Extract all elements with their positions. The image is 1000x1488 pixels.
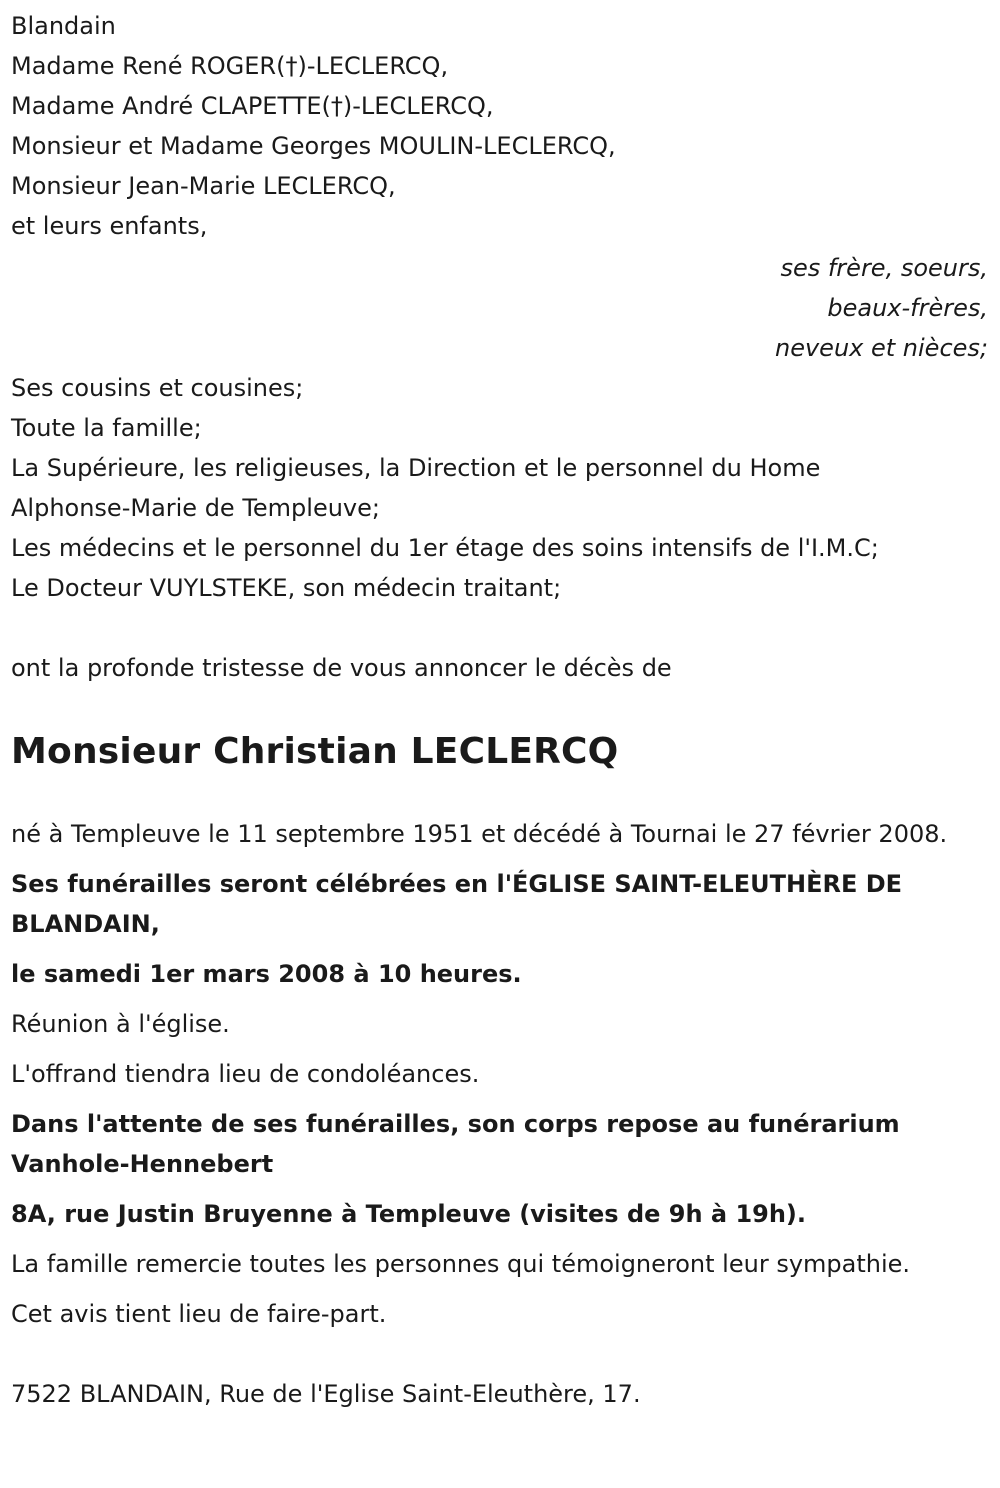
relation-line: neveux et nièces;	[775, 334, 988, 362]
others-list	[11, 368, 990, 608]
notice-text: Cet avis tient lieu de faire-part.	[11, 1300, 387, 1328]
funerarium-address-text: 8A, rue Justin Bruyenne à Templeuve (visites de 9h à 19h).	[11, 1200, 807, 1228]
family-list	[11, 46, 990, 246]
funeral-place-text: Ses funérailles seront célébrées en l'ÉGLISE SAINT-ELEUTHÈRE DE BLANDAIN,	[11, 870, 903, 938]
family-member: Madame René ROGER(†)-LECLERCQ,	[11, 52, 449, 80]
family-member: Madame André CLAPETTE(†)-LECLERCQ,	[11, 92, 494, 120]
other-mourner: Le Docteur VUYLSTEKE, son médecin traitant;	[11, 574, 562, 602]
other-mourner: La Supérieure, les religieuses, la Direction et le personnel du Home	[11, 454, 821, 482]
relation-line: beaux-frères,	[827, 294, 988, 322]
relation-line: ses frère, soeurs,	[780, 254, 988, 282]
other-mourner: Toute la famille;	[11, 414, 202, 442]
deceased-name: Monsieur Christian LECLERCQ	[11, 731, 619, 772]
relations-block	[11, 248, 990, 368]
other-mourner: Les médecins et le personnel du 1er étage des soins intensifs de l'I.M.C;	[11, 534, 879, 562]
other-mourner: Alphonse-Marie de Templeuve;	[11, 494, 380, 522]
family-member: Monsieur et Madame Georges MOULIN-LECLERCQ,	[11, 132, 616, 160]
funerarium-text: Dans l'attente de ses funérailles, son corps repose au funérarium Vanhole-Hennebert	[11, 1110, 900, 1178]
meeting-text: Réunion à l'église.	[11, 1010, 230, 1038]
announcement-text: ont la profonde tristesse de vous annoncer le décès de	[11, 654, 672, 682]
family-member: Monsieur Jean-Marie LECLERCQ,	[11, 172, 396, 200]
offering-text: L'offrand tiendra lieu de condoléances.	[11, 1060, 480, 1088]
funeral-date-text: le samedi 1er mars 2008 à 10 heures.	[11, 960, 522, 988]
birth-death-text: né à Templeuve le 11 septembre 1951 et décédé à Tournai le 27 février 2008.	[11, 820, 948, 848]
thanks-text: La famille remercie toutes les personnes qui témoigneront leur sympathie.	[11, 1250, 911, 1278]
place-heading: Blandain	[11, 12, 116, 40]
home-address: 7522 BLANDAIN, Rue de l'Eglise Saint-Eleuthère, 17.	[11, 1380, 641, 1408]
family-member: et leurs enfants,	[11, 212, 208, 240]
other-mourner: Ses cousins et cousines;	[11, 374, 304, 402]
